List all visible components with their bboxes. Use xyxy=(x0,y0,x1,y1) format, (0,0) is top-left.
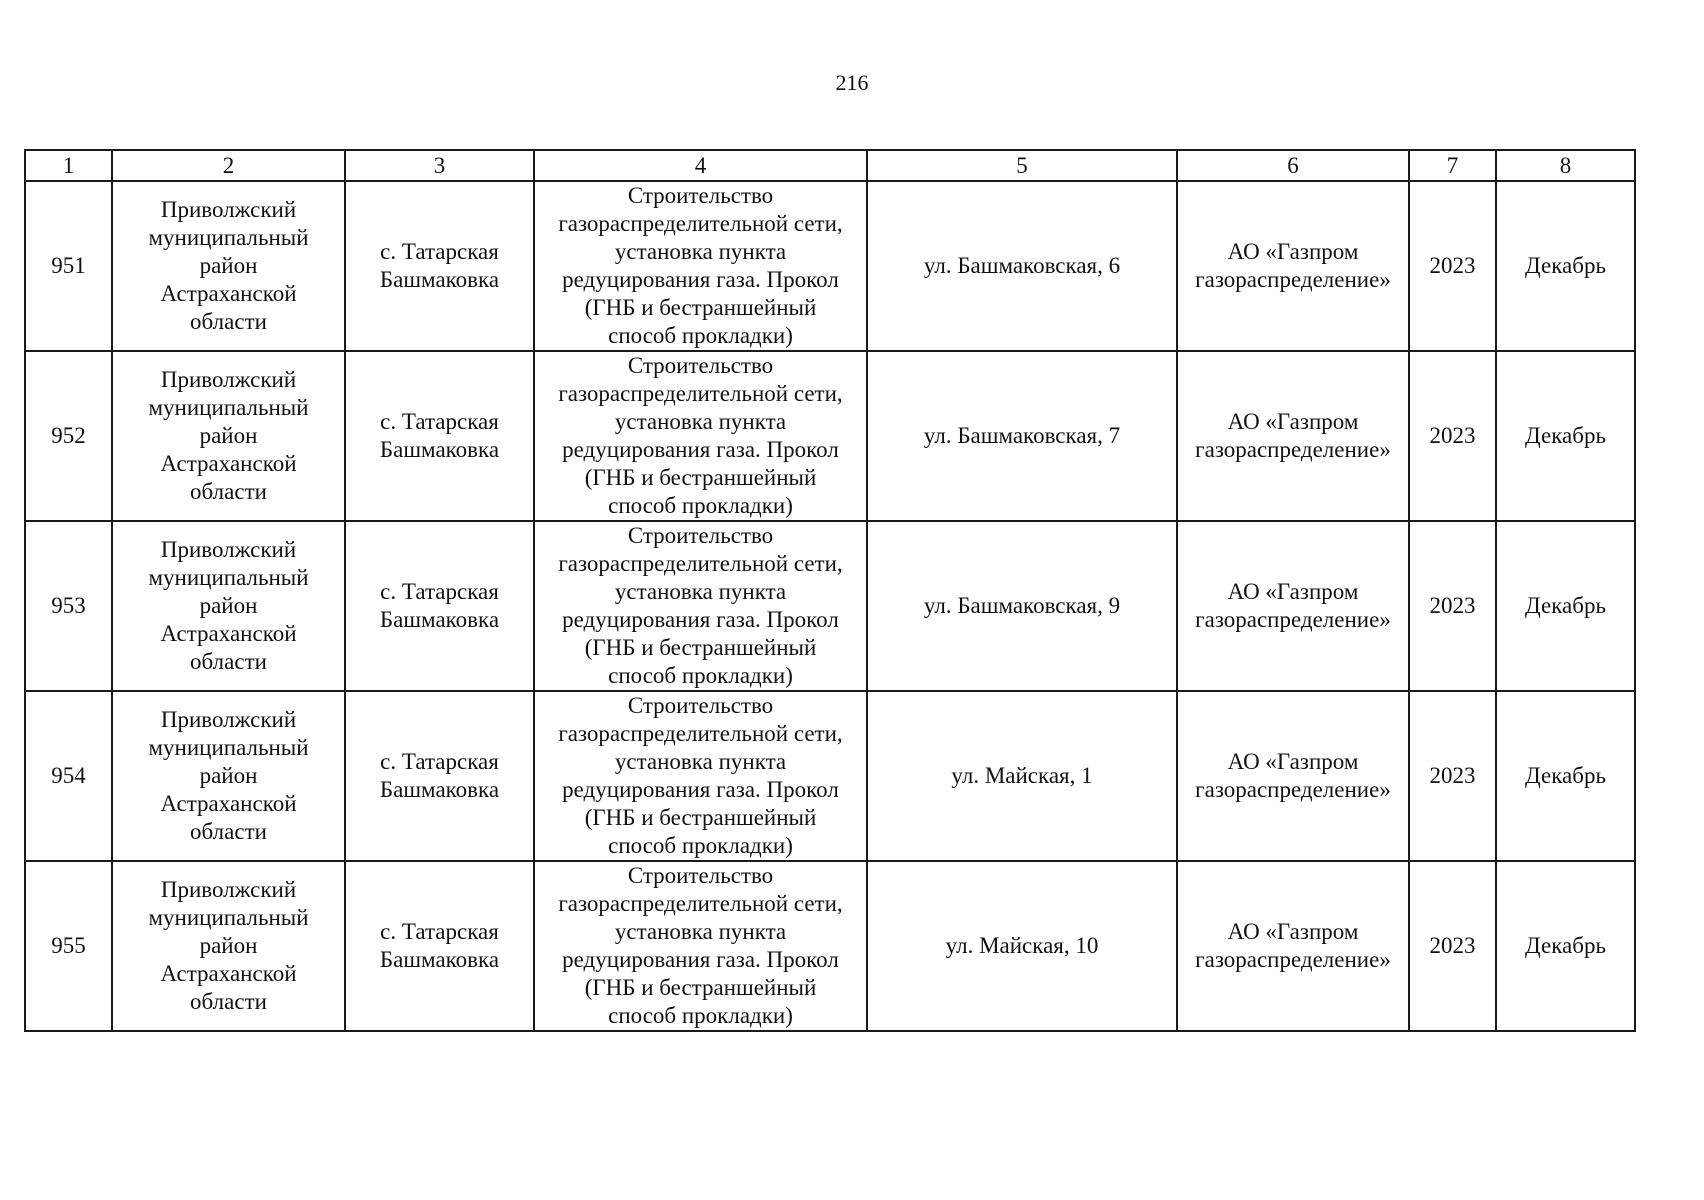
table-row xyxy=(25,351,1635,521)
work-description-cell: Строительство газораспределительной сети, установка пункта редуцирования газа. Прокол (ГНБ и бестраншейный способ прокладки) xyxy=(534,861,867,1031)
row-number-cell: 955 xyxy=(25,861,112,1031)
organization-cell: АО «Газпром газораспределение» xyxy=(1177,861,1409,1031)
month-cell: Декабрь xyxy=(1496,861,1635,1031)
address-cell: ул. Башмаковская, 7 xyxy=(867,351,1177,521)
column-header: 6 xyxy=(1177,150,1409,181)
year-cell: 2023 xyxy=(1409,521,1496,691)
locality-cell: с. Татарская Башмаковка xyxy=(345,181,534,351)
organization-cell: АО «Газпром газораспределение» xyxy=(1177,351,1409,521)
column-header: 2 xyxy=(112,150,345,181)
row-number-cell: 951 xyxy=(25,181,112,351)
district-cell: Приволжский муниципальный район Астраханской области xyxy=(112,351,345,521)
page-number: 216 xyxy=(835,70,869,95)
month-cell: Декабрь xyxy=(1496,181,1635,351)
address-cell: ул. Башмаковская, 6 xyxy=(867,181,1177,351)
work-description-cell: Строительство газораспределительной сети, установка пункта редуцирования газа. Прокол (ГНБ и бестраншейный способ прокладки) xyxy=(534,691,867,861)
locality-cell: с. Татарская Башмаковка xyxy=(345,521,534,691)
column-header: 4 xyxy=(534,150,867,181)
district-cell: Приволжский муниципальный район Астраханской области xyxy=(112,521,345,691)
schedule-table xyxy=(24,149,1636,1032)
header-row xyxy=(25,150,1635,181)
locality-cell: с. Татарская Башмаковка xyxy=(345,351,534,521)
district-cell: Приволжский муниципальный район Астраханской области xyxy=(112,861,345,1031)
month-cell: Декабрь xyxy=(1496,521,1635,691)
column-header: 1 xyxy=(25,150,112,181)
work-description-cell: Строительство газораспределительной сети, установка пункта редуцирования газа. Прокол (ГНБ и бестраншейный способ прокладки) xyxy=(534,351,867,521)
address-cell: ул. Майская, 1 xyxy=(867,691,1177,861)
column-header: 8 xyxy=(1496,150,1635,181)
work-description-cell: Строительство газораспределительной сети, установка пункта редуцирования газа. Прокол (ГНБ и бестраншейный способ прокладки) xyxy=(534,181,867,351)
organization-cell: АО «Газпром газораспределение» xyxy=(1177,181,1409,351)
column-header: 5 xyxy=(867,150,1177,181)
work-description-cell: Строительство газораспределительной сети, установка пункта редуцирования газа. Прокол (ГНБ и бестраншейный способ прокладки) xyxy=(534,521,867,691)
district-cell: Приволжский муниципальный район Астраханской области xyxy=(112,691,345,861)
table-row xyxy=(25,181,1635,351)
year-cell: 2023 xyxy=(1409,691,1496,861)
year-cell: 2023 xyxy=(1409,181,1496,351)
locality-cell: с. Татарская Башмаковка xyxy=(345,861,534,1031)
year-cell: 2023 xyxy=(1409,861,1496,1031)
address-cell: ул. Майская, 10 xyxy=(867,861,1177,1031)
address-cell: ул. Башмаковская, 9 xyxy=(867,521,1177,691)
table-row xyxy=(25,521,1635,691)
column-header: 7 xyxy=(1409,150,1496,181)
table-row xyxy=(25,861,1635,1031)
month-cell: Декабрь xyxy=(1496,351,1635,521)
column-header: 3 xyxy=(345,150,534,181)
row-number-cell: 953 xyxy=(25,521,112,691)
district-cell: Приволжский муниципальный район Астраханской области xyxy=(112,181,345,351)
row-number-cell: 952 xyxy=(25,351,112,521)
table-row xyxy=(25,691,1635,861)
organization-cell: АО «Газпром газораспределение» xyxy=(1177,521,1409,691)
locality-cell: с. Татарская Башмаковка xyxy=(345,691,534,861)
year-cell: 2023 xyxy=(1409,351,1496,521)
month-cell: Декабрь xyxy=(1496,691,1635,861)
organization-cell: АО «Газпром газораспределение» xyxy=(1177,691,1409,861)
row-number-cell: 954 xyxy=(25,691,112,861)
